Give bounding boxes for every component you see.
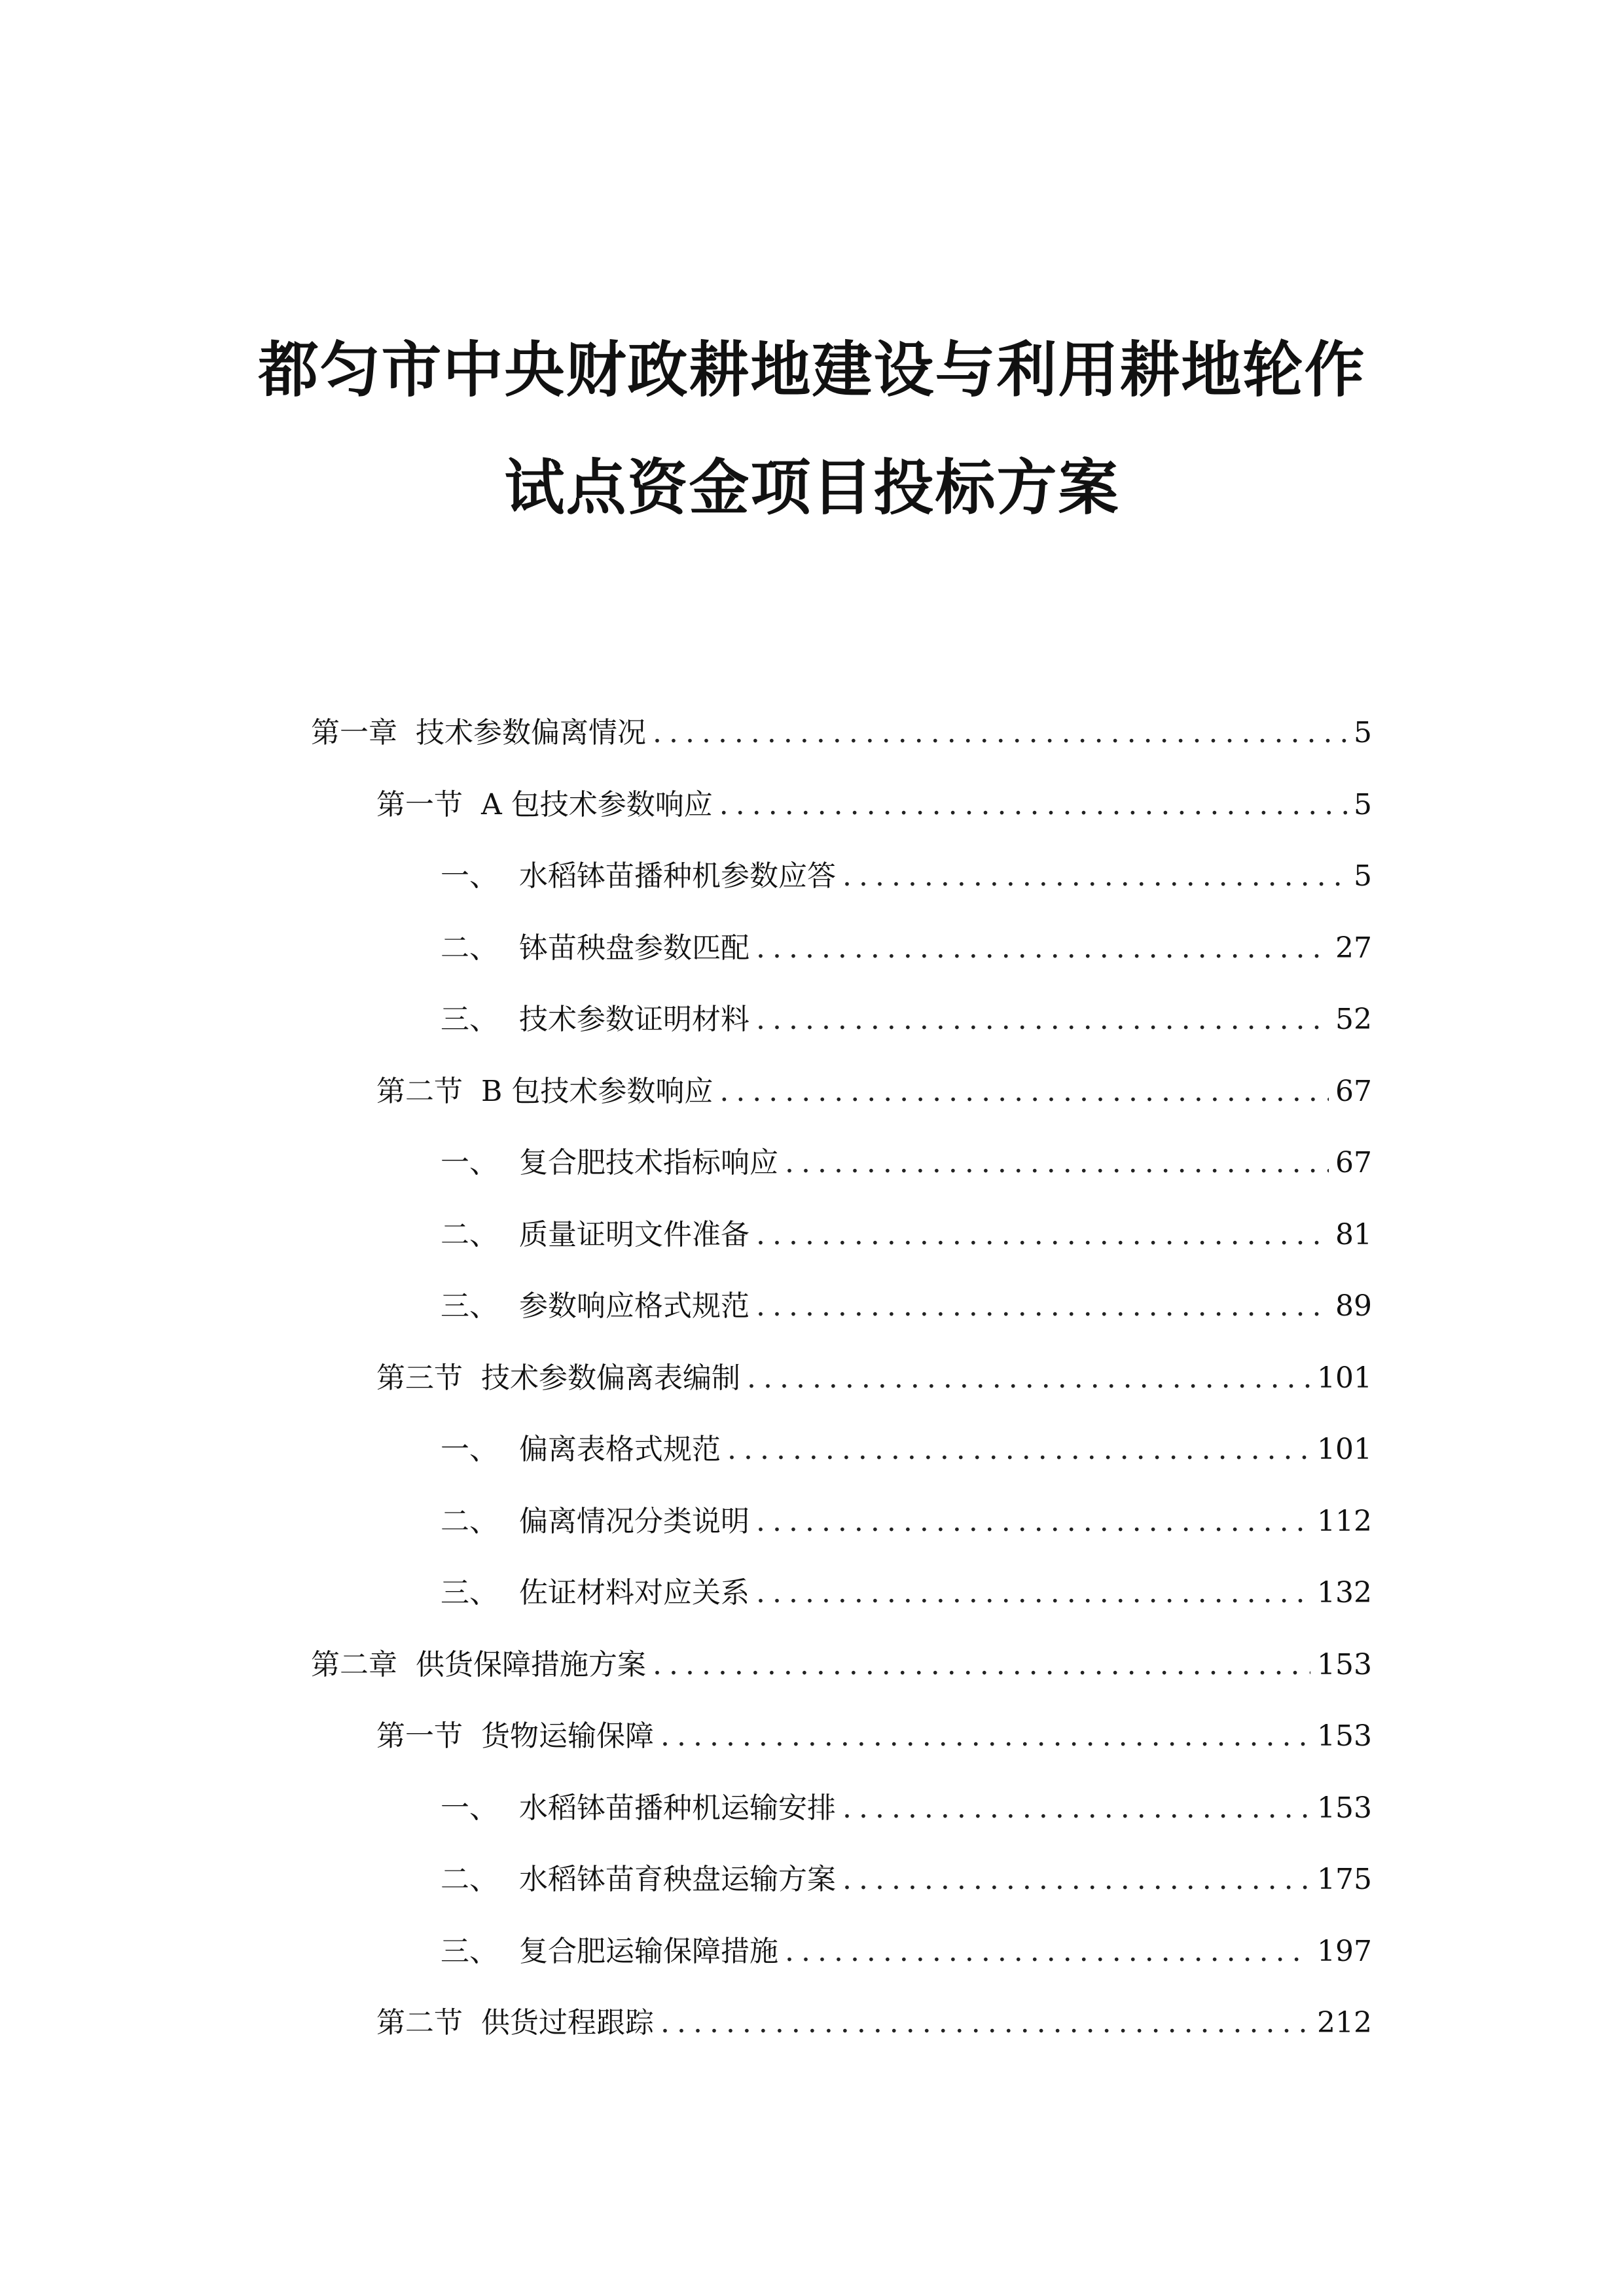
toc-entry-number: 三、	[441, 1576, 498, 1609]
toc-dot-leader	[756, 1005, 1329, 1034]
toc-dot-leader	[785, 1937, 1310, 1966]
toc-page-number: 67	[1335, 1146, 1372, 1179]
toc-entry-title: 偏离情况分类说明	[519, 1505, 749, 1538]
toc-entry[interactable]	[441, 917, 1372, 963]
toc-page-number: 212	[1317, 2006, 1372, 2039]
toc-entry[interactable]	[376, 1992, 1372, 2037]
toc-entry-title: 货物运输保障	[481, 1719, 654, 1753]
toc-dot-leader	[756, 1579, 1310, 1607]
toc-page-number: 81	[1335, 1218, 1372, 1251]
toc-entry-title: 技术参数偏离表编制	[481, 1361, 740, 1395]
toc-entry-title: B 包技术参数响应	[481, 1075, 713, 1108]
toc-entry-number: 二、	[441, 931, 498, 965]
document-title-line2: 试点资金项目投标方案	[504, 453, 1120, 523]
toc-page-number: 52	[1335, 1003, 1372, 1036]
toc-entry-number: 一、	[441, 859, 498, 893]
toc-entry-number: 第一章	[311, 716, 397, 749]
toc-dot-leader	[727, 1435, 1310, 1464]
toc-entry-number: 第二节	[376, 1075, 463, 1108]
toc-entry-title: 供货保障措施方案	[416, 1648, 646, 1681]
toc-entry[interactable]	[441, 1204, 1372, 1249]
toc-page-number: 5	[1354, 716, 1372, 749]
toc-entry[interactable]	[441, 1132, 1372, 1177]
toc-page-number: 27	[1335, 931, 1372, 965]
toc-entry-title: 偏离表格式规范	[519, 1433, 721, 1466]
toc-entry[interactable]	[441, 988, 1372, 1034]
toc-entry-title: 技术参数证明材料	[519, 1003, 749, 1036]
toc-entry-title: 水稻钵苗播种机参数应答	[519, 859, 836, 893]
toc-entry-title: 供货过程跟踪	[481, 2006, 654, 2039]
toc-entry-title: 复合肥技术指标响应	[519, 1146, 778, 1179]
toc-entry[interactable]	[441, 1275, 1372, 1321]
toc-entry[interactable]	[311, 702, 1372, 747]
toc-entry-number: 第三节	[376, 1361, 463, 1395]
toc-entry-number: 一、	[441, 1433, 498, 1466]
toc-dot-leader	[756, 934, 1329, 963]
toc-page-number: 5	[1354, 788, 1372, 821]
toc-dot-leader	[719, 1077, 1329, 1106]
toc-page-number: 101	[1317, 1361, 1372, 1395]
toc-page-number: 5	[1354, 859, 1372, 893]
toc-entry[interactable]	[441, 1418, 1372, 1464]
toc-entry[interactable]	[376, 774, 1372, 819]
toc-entry[interactable]	[441, 1777, 1372, 1823]
toc-entry-title: 质量证明文件准备	[519, 1218, 749, 1251]
toc-entry-title: 水稻钵苗播种机运输安排	[519, 1791, 836, 1825]
toc-page-number: 197	[1317, 1935, 1372, 1968]
toc-dot-leader	[660, 1722, 1310, 1751]
toc-entry[interactable]	[441, 1920, 1372, 1966]
toc-entry-number: 二、	[441, 1218, 498, 1251]
toc-entry[interactable]	[376, 1060, 1372, 1106]
toc-entry[interactable]	[441, 1490, 1372, 1536]
toc-entry-title: 参数响应格式规范	[519, 1289, 749, 1323]
toc-entry-number: 二、	[441, 1505, 498, 1538]
toc-entry[interactable]	[376, 1705, 1372, 1751]
toc-dot-leader	[842, 862, 1347, 891]
toc-entry[interactable]	[376, 1347, 1372, 1393]
toc-dot-leader	[653, 1651, 1310, 1679]
toc-page-number: 175	[1317, 1863, 1372, 1896]
toc-entry[interactable]	[441, 1562, 1372, 1607]
toc-dot-leader	[756, 1507, 1310, 1536]
toc-page-number: 89	[1335, 1289, 1372, 1323]
toc-dot-leader	[756, 1221, 1329, 1249]
toc-entry-title: 钵苗秧盘参数匹配	[519, 931, 749, 965]
toc-entry-title: 复合肥运输保障措施	[519, 1935, 778, 1968]
toc-dot-leader	[842, 1865, 1310, 1894]
toc-dot-leader	[747, 1364, 1310, 1393]
toc-entry-number: 第二章	[311, 1648, 397, 1681]
toc-page-number: 101	[1317, 1433, 1372, 1466]
toc-entry-number: 第一节	[376, 788, 463, 821]
toc-page-number: 67	[1335, 1075, 1372, 1108]
toc-entry-number: 第一节	[376, 1719, 463, 1753]
toc-dot-leader	[660, 2009, 1310, 2037]
toc-dot-leader	[842, 1794, 1310, 1823]
toc-dot-leader	[719, 791, 1347, 819]
toc-entry-title: 水稻钵苗育秧盘运输方案	[519, 1863, 836, 1896]
toc-page-number: 153	[1317, 1648, 1372, 1681]
toc-entry-number: 一、	[441, 1791, 498, 1825]
toc-entry-number: 一、	[441, 1146, 498, 1179]
toc-entry-number: 二、	[441, 1863, 498, 1896]
toc-entry-title: A 包技术参数响应	[481, 788, 713, 821]
toc-entry[interactable]	[311, 1634, 1372, 1679]
toc-entry-number: 三、	[441, 1935, 498, 1968]
toc-entry-title: 佐证材料对应关系	[519, 1576, 749, 1609]
toc-page-number: 112	[1317, 1505, 1372, 1538]
toc-dot-leader	[756, 1292, 1329, 1321]
toc-entry[interactable]	[441, 1848, 1372, 1894]
toc-dot-leader	[653, 719, 1347, 747]
toc-entry-number: 第二节	[376, 2006, 463, 2039]
toc-page-number: 132	[1317, 1576, 1372, 1609]
document-title-line1: 都匀市中央财政耕地建设与利用耕地轮作	[258, 335, 1366, 405]
toc-page-number: 153	[1317, 1719, 1372, 1753]
toc-page-number: 153	[1317, 1791, 1372, 1825]
toc-entry-number: 三、	[441, 1003, 498, 1036]
toc-entry[interactable]	[441, 845, 1372, 891]
toc-entry-number: 三、	[441, 1289, 498, 1323]
toc-dot-leader	[785, 1149, 1329, 1177]
toc-entry-title: 技术参数偏离情况	[416, 716, 646, 749]
